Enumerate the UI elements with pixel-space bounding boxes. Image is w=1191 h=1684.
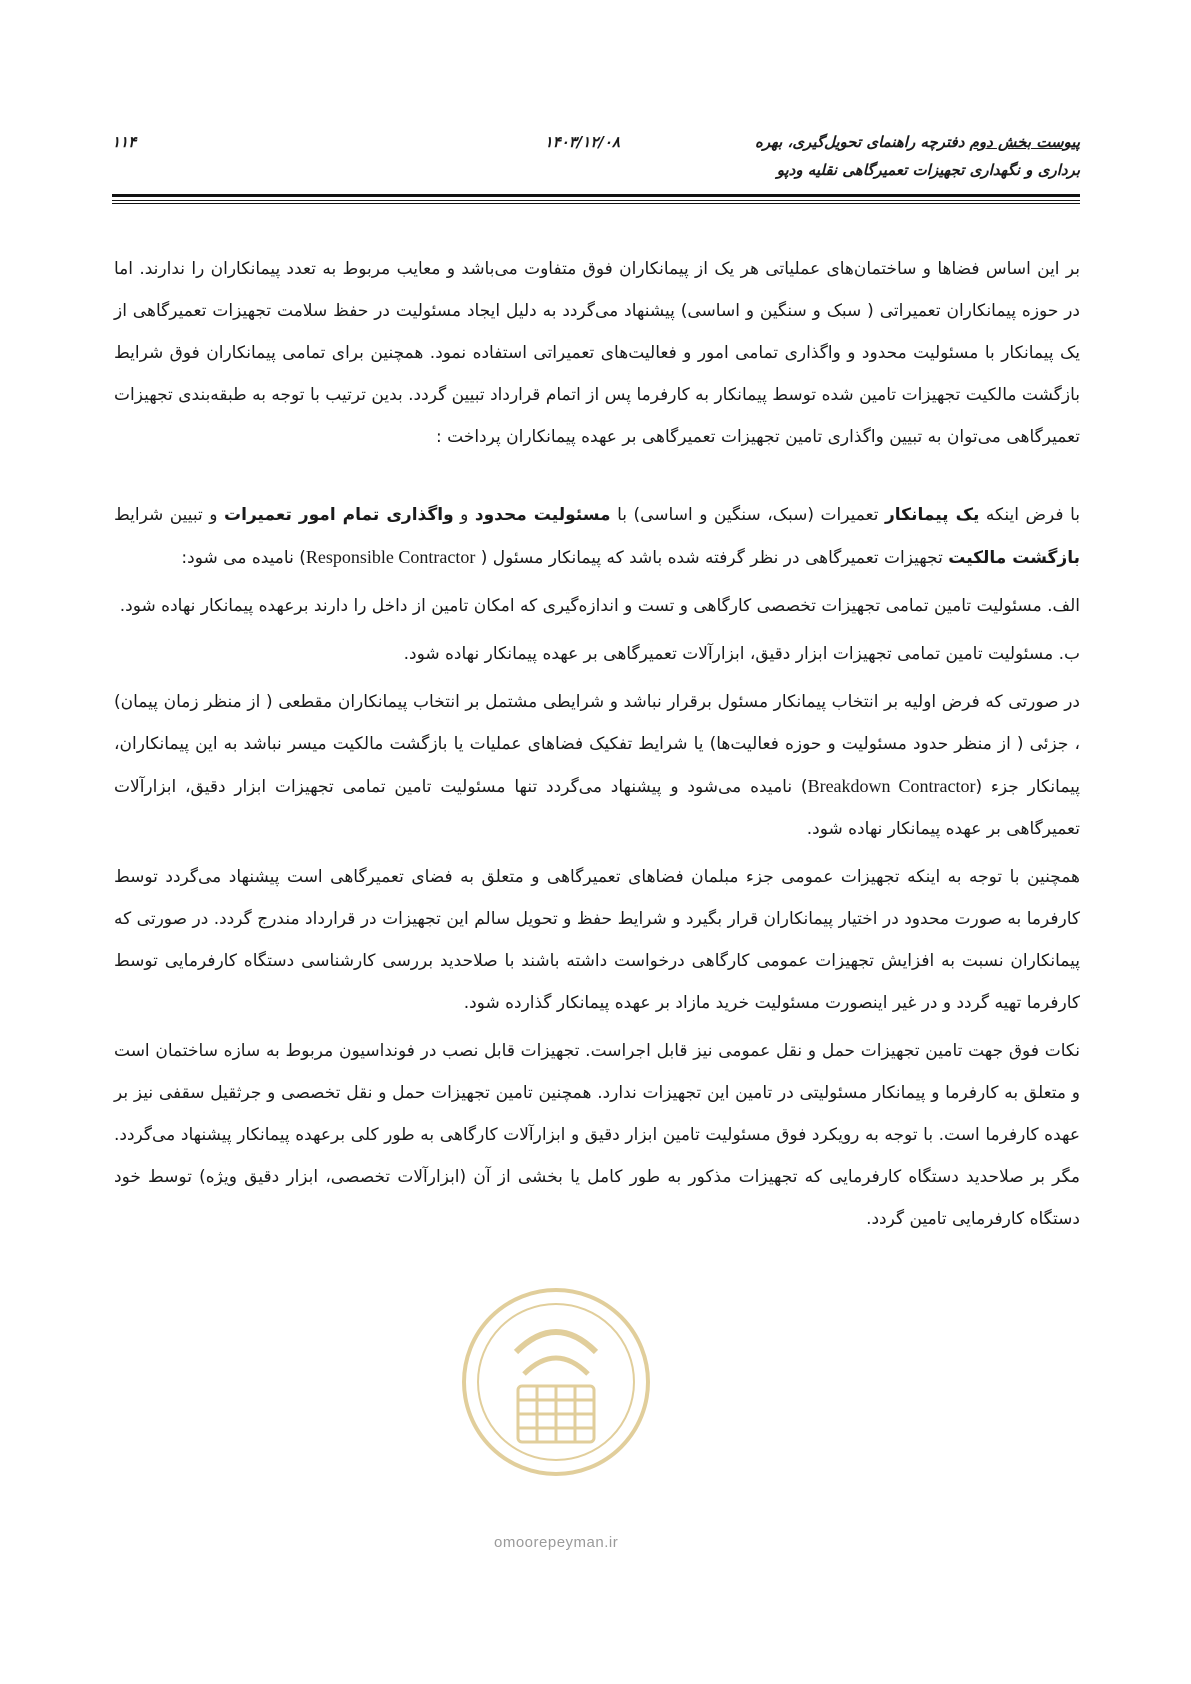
p5-text-2: ) نامیده می‌شود و پیشنهاد می‌گردد تنها مسئولیت تامین تمامی تجهیزات ابزار دقیق، ابزارآلات تعمیرگاهی بر عهده پیمانکار نهاده شود. [114, 777, 1080, 839]
p2-bold-4: بازگشت مالکیت [948, 548, 1080, 568]
header-title-line2: برداری و نگهداری تجهیزات تعمیرگاهی نقلیه ودپو [776, 161, 1080, 179]
p2-bold-3: واگذاری تمام امور تعمیرات [224, 505, 454, 525]
header-title-rest: دفترچه راهنمای تحویل‌گیری، بهره [755, 133, 970, 151]
header-title [720, 128, 1080, 184]
header-date: ۱۴۰۳/۱۲/۰۸ [544, 133, 620, 151]
paragraph-1: بر این اساس فضاها و ساختمان‌های عملیاتی هر یک از پیمانکاران فوق متفاوت می‌باشد و معایب مربوط به تعدد پیمانکاران را ندارند. اما در حوزه پیمانکاران تعمیراتی ( سبک و سنگین و اساسی) پیشنهاد می‌گردد به دلیل ایجاد مسئولیت در حفظ سلامت تجهیزات تعمیرگاهی از یک پیمانکار با مسئولیت محدود و واگذاری تمامی امور و فعالیت‌های تعمیراتی استفاده نمود. همچنین برای تمامی پیمانکاران فوق شرایط بازگشت مالکیت تجهیزات تامین شده توسط پیمانکار به کارفرما پس از اتمام قرارداد تبیین گردد. بدین ترتیب با توجه به طبقه‌بندی تجهیزات تعمیرگاهی می‌توان به تبیین واگذاری تامین تجهیزات تعمیرگاهی بر عهده پیمانکاران پرداخت : [114, 259, 1080, 447]
paragraph-6: همچنین با توجه به اینکه تجهیزات عمومی جزء مبلمان فضاهای تعمیرگاهی و متعلق به فضای تعمیرگاهی است پیشنهاد می‌گردد توسط کارفرما به صورت محدود در اختیار پیمانکاران قرار بگیرد و شرایط حفظ و تحویل سالم این تجهیزات در قرارداد مندرج گردد. در صورتی که پیمانکاران نسبت به افزایش تجهیزات عمومی کارگاهی درخواست داشته باشند با صلاحدید بررسی کارشناسی دستگاه کارفرمایی توسط کارفرما تهیه گردد و در غیر اینصورت مسئولیت خرید مازاد بر عهده پیمانکار گذارده شود. [114, 867, 1080, 1013]
p5-english-term: Breakdown Contractor [807, 776, 976, 796]
p2-text-5: تجهیزات تعمیرگاهی در نظر گرفته شده باشد که پیمانکار مسئول ( [475, 548, 949, 568]
p2-bold-1: یک پیمانکار [885, 505, 980, 525]
watermark-url: omoorepeyman.ir [494, 1534, 619, 1551]
page-number: ۱۱۴ [112, 133, 137, 151]
p2-text-2: تعمیرات (سبک، سنگین و اساسی) با [610, 505, 886, 525]
paragraph-5 [114, 681, 1080, 850]
paragraph-2 [114, 494, 1080, 579]
p2-text-1: با فرض اینکه [979, 505, 1080, 525]
p2-text-6: ) نامیده می شود: [181, 548, 306, 568]
document-body [114, 248, 1080, 1240]
paragraph-7: نکات فوق جهت تامین تجهیزات حمل و نقل عمومی نیز قابل اجراست. تجهیزات قابل نصب در فونداسیون مربوط به سازه ساختمان است و متعلق به کارفرما و پیمانکار مسئولیتی در تامین این تجهیزات ندارد. همچنین تامین تجهیزات حمل و نقل تخصصی و جرثقیل سقفی نیز بر عهده کارفرما است. با توجه به رویکرد فوق مسئولیت تامین ابزار دقیق و ابزارآلات کارگاهی به طور کلی برعهده پیمانکار پیشنهاد می‌گردد. مگر بر صلاحدید دستگاه کارفرمایی که تجهیزات مذکور به طور کامل یا بخشی از آن (ابزارآلات تخصصی، ابزار دقیق ویژه) توسط خود دستگاه کارفرمایی تامین گردد. [114, 1041, 1080, 1229]
page-header [112, 128, 1080, 184]
header-rule-thick [112, 194, 1080, 197]
omoore-peyman-seal-icon [456, 1282, 656, 1482]
paragraph-be: ب. مسئولیت تامین تمامی تجهیزات ابزار دقیق، ابزارآلات تعمیرگاهی بر عهده پیمانکار نهاده شود. [403, 644, 1080, 664]
header-title-underlined: پیوست بخش دوم [969, 133, 1080, 151]
p5-text-1: در صورتی که فرض اولیه بر انتخاب پیمانکار مسئول برقرار نباشد و شرایطی مشتمل بر انتخاب پیمانکاران مقطعی ( از منظر زمان پیمان) ، جزئی ( از منظر حدود مسئولیت و حوزه فعالیت‌ها) یا شرایط تفکیک فضاهای عملیات یا بازگشت مالکیت میسر نباشد به این پیمانکاران، پیمانکار جزء ( [114, 692, 1081, 797]
header-rule-thin-2 [112, 203, 1080, 204]
p2-bold-2: مسئولیت محدود [474, 505, 611, 525]
p2-text-3: و [453, 505, 475, 525]
p2-text-4: و تبیین شرایط [114, 505, 225, 525]
paragraph-alef: الف. مسئولیت تامین تمامی تجهیزات تخصصی کارگاهی و تست و اندازه‌گیری که امکان تامین از داخل را دارند برعهده پیمانکار نهاده شود. [119, 596, 1080, 616]
p2-english-term: Responsible Contractor [305, 547, 476, 567]
header-rule-thin [112, 200, 1080, 201]
